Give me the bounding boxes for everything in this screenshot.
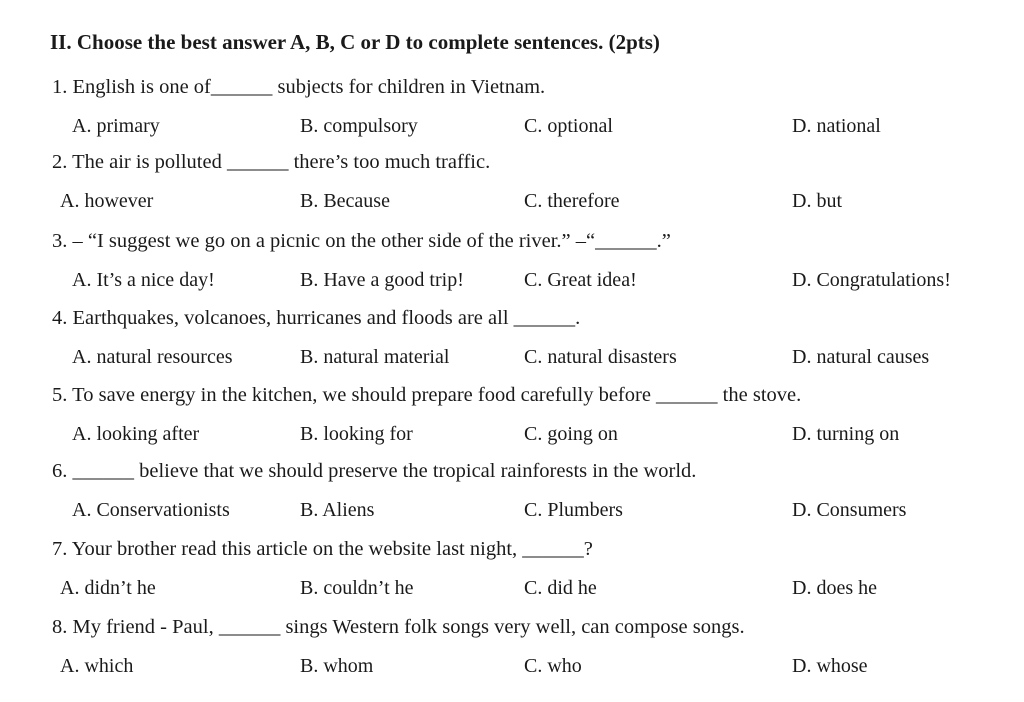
question-2-option-c: C. therefore: [524, 190, 620, 212]
question-1-text: 1. English is one of______ subjects for children in Vietnam.: [52, 76, 546, 98]
question-7-text: 7. Your brother read this article on the website last night, ______?: [52, 538, 593, 560]
question-2-option-b: B. Because: [300, 190, 390, 212]
question-5-option-a: A. looking after: [72, 423, 200, 445]
question-2-option-d: D. but: [792, 190, 842, 212]
question-5-option-b: B. looking for: [300, 423, 413, 445]
question-7-option-b: B. couldn’t he: [300, 577, 414, 599]
question-7-option-c: C. did he: [524, 577, 597, 599]
question-3-text: 3. – “I suggest we go on a picnic on the other side of the river.” –“______.”: [52, 230, 671, 252]
question-8-option-a: A. which: [60, 655, 134, 677]
question-1-option-d: D. national: [792, 115, 881, 137]
question-7-option-a: A. didn’t he: [60, 577, 156, 599]
question-6-option-b: B. Aliens: [300, 499, 375, 521]
question-8-option-b: B. whom: [300, 655, 374, 677]
question-3-option-b: B. Have a good trip!: [300, 269, 464, 291]
question-3-option-a: A. It’s a nice day!: [72, 269, 215, 291]
question-8-text: 8. My friend - Paul, ______ sings Western folk songs very well, can compose songs.: [52, 616, 745, 638]
question-7-option-d: D. does he: [792, 577, 877, 599]
question-6-text: 6. ______ believe that we should preserve the tropical rainforests in the world.: [52, 460, 697, 482]
question-5-text: 5. To save energy in the kitchen, we should prepare food carefully before ______ the stove.: [52, 384, 802, 406]
question-1-option-a: A. primary: [72, 115, 160, 137]
question-1-option-c: C. optional: [524, 115, 613, 137]
question-4-option-c: C. natural disasters: [524, 346, 677, 368]
question-5-option-c: C. going on: [524, 423, 618, 445]
question-4-option-b: B. natural material: [300, 346, 450, 368]
question-6-option-a: A. Conservationists: [72, 499, 230, 521]
question-2-text: 2. The air is polluted ______ there’s too much traffic.: [52, 151, 491, 173]
question-5-option-d: D. turning on: [792, 423, 900, 445]
question-6-option-c: C. Plumbers: [524, 499, 623, 521]
question-3-option-d: D. Congratulations!: [792, 269, 951, 291]
question-8-option-d: D. whose: [792, 655, 868, 677]
question-6-option-d: D. Consumers: [792, 499, 907, 521]
question-3-option-c: C. Great idea!: [524, 269, 637, 291]
exercise-heading: II. Choose the best answer A, B, C or D to complete sentences. (2pts): [50, 30, 660, 54]
question-8-option-c: C. who: [524, 655, 582, 677]
question-4-text: 4. Earthquakes, volcanoes, hurricanes and floods are all ______.: [52, 307, 581, 329]
question-4-option-a: A. natural resources: [72, 346, 233, 368]
question-1-option-b: B. compulsory: [300, 115, 418, 137]
question-2-option-a: A. however: [60, 190, 154, 212]
question-4-option-d: D. natural causes: [792, 346, 930, 368]
